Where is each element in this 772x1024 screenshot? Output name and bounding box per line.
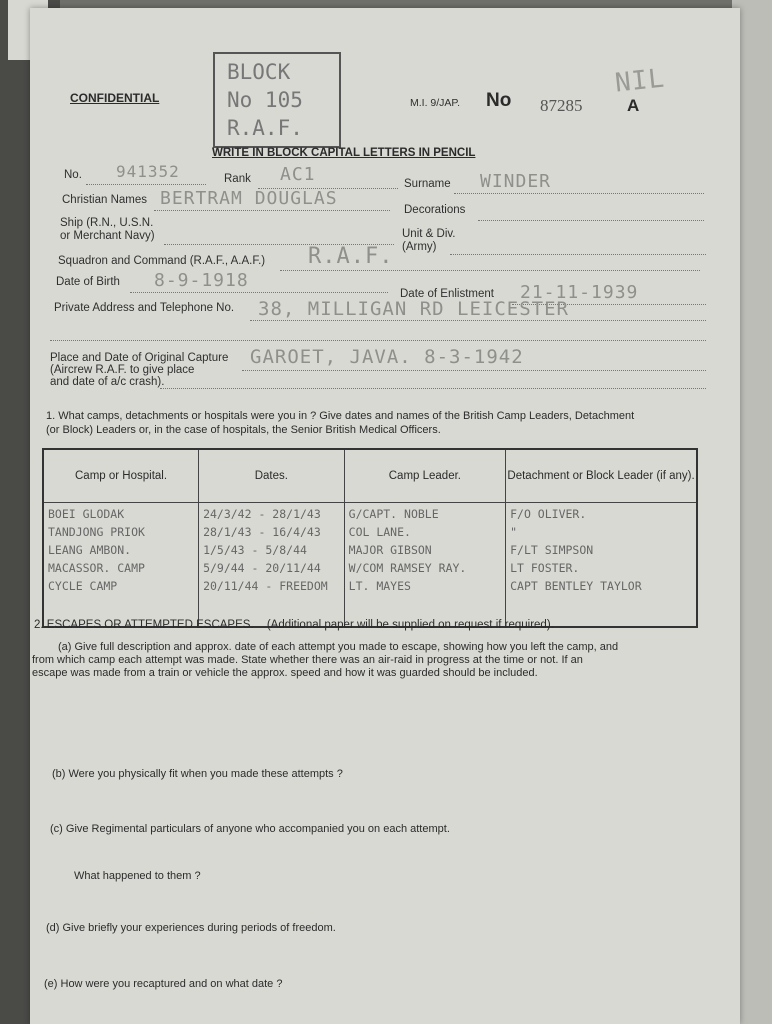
escapes-title: 2. ESCAPES OR ATTEMPTED ESCAPES.: [34, 619, 254, 631]
capture-label: Place and Date of Original Capture: [50, 352, 229, 364]
detachment-cell: LT FOSTER.: [510, 561, 580, 575]
confidential-label: CONFIDENTIAL: [70, 91, 160, 105]
address-label: Private Address and Telephone No.: [54, 302, 235, 314]
question-1: 1. What camps, detachments or hospitals were you in ? Give dates and names of the British Camp Leaders, Detachment: [46, 410, 635, 422]
leader-cell: W/COM RAMSEY RAY.: [348, 561, 467, 575]
camp-cell: BOEI GLODAK: [48, 507, 125, 521]
form-suffix: A: [627, 96, 640, 115]
service-number: 941352: [116, 162, 180, 181]
leader-cell: MAJOR GIBSON: [348, 543, 432, 557]
rank-label: Rank: [224, 173, 251, 185]
question-2a-cont: from which camp each attempt was made. State whether there was an air-raid in progress at the time or not. If an: [32, 654, 583, 666]
enlistment-value: 21-11-1939: [520, 282, 639, 303]
detachment-cell: ": [510, 525, 518, 539]
number-label: No: [486, 90, 512, 111]
table-row: [43, 503, 697, 628]
unit-label: Unit & Div.: [402, 228, 456, 240]
ship-label: Ship (R.N., U.S.N.: [60, 217, 154, 229]
squadron-value: R.A.F.: [308, 244, 394, 269]
question-2d: (d) Give briefly your experiences during periods of freedom.: [46, 922, 336, 934]
stamp-line: R.A.F.: [227, 116, 303, 140]
header-camp: Camp or Hospital.: [43, 449, 199, 503]
surname-label: Surname: [404, 178, 451, 190]
question-2b: (b) Were you physically fit when you made these attempts ?: [52, 768, 343, 780]
camp-cell: CYCLE CAMP: [48, 579, 118, 593]
question-1-cont: (or Block) Leaders or, in the case of hospitals, the Senior British Medical Officers.: [46, 424, 441, 436]
header-camp-leader: Camp Leader.: [344, 449, 505, 503]
capture-label-2: (Aircrew R.A.F. to give place: [50, 364, 195, 376]
question-2a-cont-2: escape was made from a train or vehicle the approx. speed and how it was guarded should be included.: [32, 667, 538, 679]
form-sheet: [30, 8, 740, 1024]
detachment-cell: CAPT BENTLEY TAYLOR: [510, 579, 642, 593]
squadron-label: Squadron and Command (R.A.F., A.A.F.): [58, 255, 266, 267]
christian-names-value: BERTRAM DOUGLAS: [160, 188, 338, 209]
escapes-note: (Additional paper will be supplied on request if required).: [266, 619, 554, 631]
nil-annotation: NIL: [613, 63, 667, 99]
stamp-line: BLOCK: [227, 60, 291, 84]
mi-reference: M.I. 9/JAP.: [410, 97, 460, 109]
question-2e: (e) How were you recaptured and on what date ?: [44, 978, 283, 990]
dates-cell: 28/1/43 - 16/4/43: [203, 525, 321, 539]
question-2c: (c) Give Regimental particulars of anyone who accompanied you on each attempt.: [50, 823, 450, 835]
camps-table: [42, 448, 698, 628]
dob-value: 8-9-1918: [154, 270, 249, 291]
dates-cell: 5/9/44 - 20/11/44: [203, 561, 321, 575]
christian-names-label: Christian Names: [62, 194, 147, 206]
capture-value: GAROET, JAVA. 8-3-1942: [250, 346, 524, 368]
leader-cell: LT. MAYES: [348, 579, 411, 593]
leader-cell: COL LANE.: [348, 525, 411, 539]
header-detachment-leader: Detachment or Block Leader (if any).: [506, 449, 697, 503]
instruction-text: WRITE IN BLOCK CAPITAL LETTERS IN PENCIL: [212, 147, 476, 159]
decorations-label: Decorations: [404, 204, 466, 216]
address-value: 38, MILLIGAN RD LEICESTER: [258, 298, 569, 320]
camp-cell: TANDJONG PRIOK: [48, 525, 145, 539]
leader-cell: G/CAPT. NOBLE: [348, 507, 439, 521]
header-dates: Dates.: [199, 449, 345, 503]
enlistment-label: Date of Enlistment: [400, 288, 494, 300]
question-2c-followup: What happened to them ?: [74, 870, 201, 882]
form-number: 87285: [540, 96, 583, 115]
no-label: No.: [64, 169, 82, 181]
dates-cell: 24/3/42 - 28/1/43: [203, 507, 321, 521]
question-2-title: [34, 619, 554, 631]
block-stamp: [213, 52, 341, 148]
surname-value: WINDER: [480, 171, 552, 192]
question-2a: (a) Give full description and approx. date of each attempt you made to escape, showing how you left the camp, and: [58, 641, 619, 653]
capture-label-3: and date of a/c crash).: [50, 376, 165, 388]
dob-label: Date of Birth: [56, 276, 120, 288]
detachment-cell: F/LT SIMPSON: [510, 543, 594, 557]
detachment-cell: F/O OLIVER.: [510, 507, 587, 521]
rank-value: AC1: [280, 164, 316, 185]
ship-label-2: or Merchant Navy): [60, 230, 155, 242]
dates-cell: 20/11/44 - FREEDOM: [203, 579, 328, 593]
stamp-line: No 105: [227, 88, 303, 112]
camp-cell: MACASSOR. CAMP: [48, 561, 145, 575]
dates-cell: 1/5/43 - 5/8/44: [203, 543, 307, 557]
unit-label-2: (Army): [402, 241, 437, 253]
camp-cell: LEANG AMBON.: [48, 543, 132, 557]
